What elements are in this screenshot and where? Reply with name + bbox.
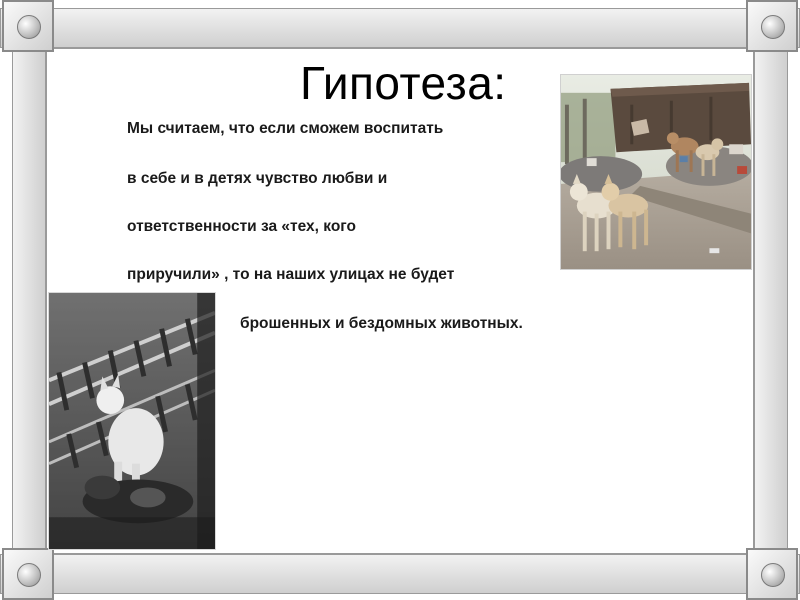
- corner-rivet-icon: [746, 548, 798, 600]
- corner-rivet-icon: [2, 0, 54, 52]
- hypothesis-line: Мы считаем, что если сможем воспитать: [127, 120, 444, 137]
- hypothesis-line: приручили» , то на наших улицах не будет: [127, 266, 455, 283]
- hypothesis-line: ответственности за «тех, кого: [127, 218, 357, 235]
- frame-top-bar: [0, 8, 800, 48]
- frame-right-bar: [754, 0, 788, 600]
- hypothesis-line: в себе и в детях чувство любви и: [127, 170, 388, 187]
- corner-rivet-icon: [2, 548, 54, 600]
- hypothesis-line: брошенных и бездомных животных.: [240, 315, 523, 332]
- corner-rivet-icon: [746, 0, 798, 52]
- dogs-railway-photo: [48, 292, 216, 550]
- frame-bottom-bar: [0, 554, 800, 594]
- frame-left-bar: [12, 0, 46, 600]
- stray-dogs-street-photo: [560, 74, 752, 270]
- slide-title: Гипотеза:: [300, 57, 507, 109]
